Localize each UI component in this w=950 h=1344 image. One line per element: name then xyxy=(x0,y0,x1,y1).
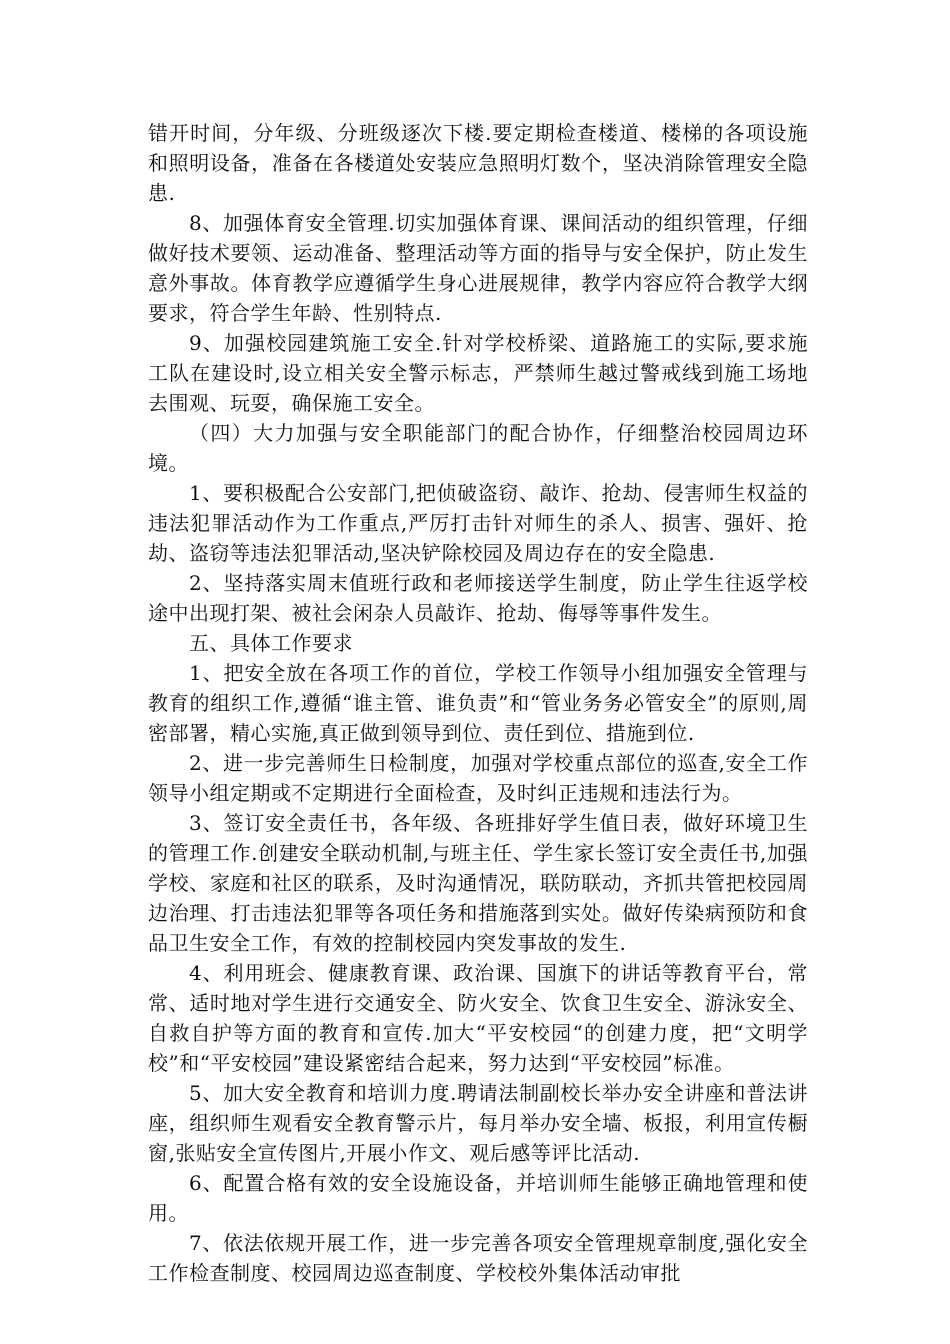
document-body xyxy=(148,118,808,1288)
paragraph-section4-item-1: 1、要积极配合公安部门,把侦破盗窃、敲诈、抢劫、侵害师生权益的违法犯罪活动作为工作重点,严厉打击针对师生的杀人、损害、强奸、抢劫、盗窃等违法犯罪活动,坚决铲除校园及周边存在的安全隐患. xyxy=(148,481,808,565)
paragraph-section5-item-7: 7、依法依规开展工作，进一步完善各项安全管理规章制度,强化安全工作检查制度、校园周边巡查制度、学校校外集体活动审批 xyxy=(148,1231,808,1285)
paragraph-section5-item-4: 4、利用班会、健康教育课、政治课、国旗下的讲话等教育平台，常常、适时地对学生进行交通安全、防火安全、饮食卫生安全、游泳安全、自救自护等方面的教育和宣传.加大“平安校园“的创建力度，把“文明学校”和“平安校园”建设紧密结合起来，努力达到“平安校园”标准。 xyxy=(148,961,808,1075)
paragraph-section5-item-5: 5、加大安全教育和培训力度.聘请法制副校长举办安全讲座和普法讲座，组织师生观看安全教育警示片，每月举办安全墙、板报，利用宣传橱窗,张贴安全宣传图片,开展小作文、观后感等评比活动. xyxy=(148,1081,808,1165)
paragraph-section5-item-6: 6、配置合格有效的安全设施设备，并培训师生能够正确地管理和使用。 xyxy=(148,1171,808,1225)
paragraph-section4-item-2: 2、坚持落实周末值班行政和老师接送学生制度，防止学生往返学校途中出现打架、被社会闲杂人员敲诈、抢劫、侮辱等事件发生。 xyxy=(148,571,808,625)
section-heading-4: （四）大力加强与安全职能部门的配合协作，仔细整治校园周边环境。 xyxy=(148,421,808,475)
paragraph-item-9: 9、加强校园建筑施工安全.针对学校桥梁、道路施工的实际,要求施工队在建设时,设立相关安全警示标志，严禁师生越过警戒线到施工场地去围观、玩耍，确保施工安全。 xyxy=(148,331,808,415)
paragraph-section5-item-3: 3、签订安全责任书，各年级、各班排好学生值日表，做好环境卫生的管理工作.创建安全联动机制,与班主任、学生家长签订安全责任书,加强学校、家庭和社区的联系，及时沟通情况，联防联动，齐抓共管把校园周边治理、打击违法犯罪等各项任务和措施落到实处。做好传染病预防和食品卫生安全工作，有效的控制校园内突发事故的发生. xyxy=(148,811,808,955)
paragraph-item-8: 8、加强体育安全管理.切实加强体育课、课间活动的组织管理，仔细做好技术要领、运动准备、整理活动等方面的指导与安全保护，防止发生意外事故。体育教学应遵循学生身心进展规律，教学内容应符合教学大纲要求，符合学生年龄、性别特点. xyxy=(148,211,808,325)
paragraph-section5-item-2: 2、进一步完善师生日检制度，加强对学校重点部位的巡查,安全工作领导小组定期或不定期进行全面检查，及时纠正违规和违法行为。 xyxy=(148,751,808,805)
section-heading-5: 五、具体工作要求 xyxy=(189,631,353,655)
paragraph-section5-item-1: 1、把安全放在各项工作的首位，学校工作领导小组加强安全管理与教育的组织工作,遵循“谁主管、谁负责”和“管业务务必管安全”的原则,周密部署，精心实施,真正做到领导到位、责任到位、措施到位. xyxy=(148,661,808,745)
paragraph-continued: 错开时间，分年级、分班级逐次下楼.要定期检查楼道、楼梯的各项设施和照明设备，准备在各楼道处安装应急照明灯数个，坚决消除管理安全隐患. xyxy=(148,121,808,205)
